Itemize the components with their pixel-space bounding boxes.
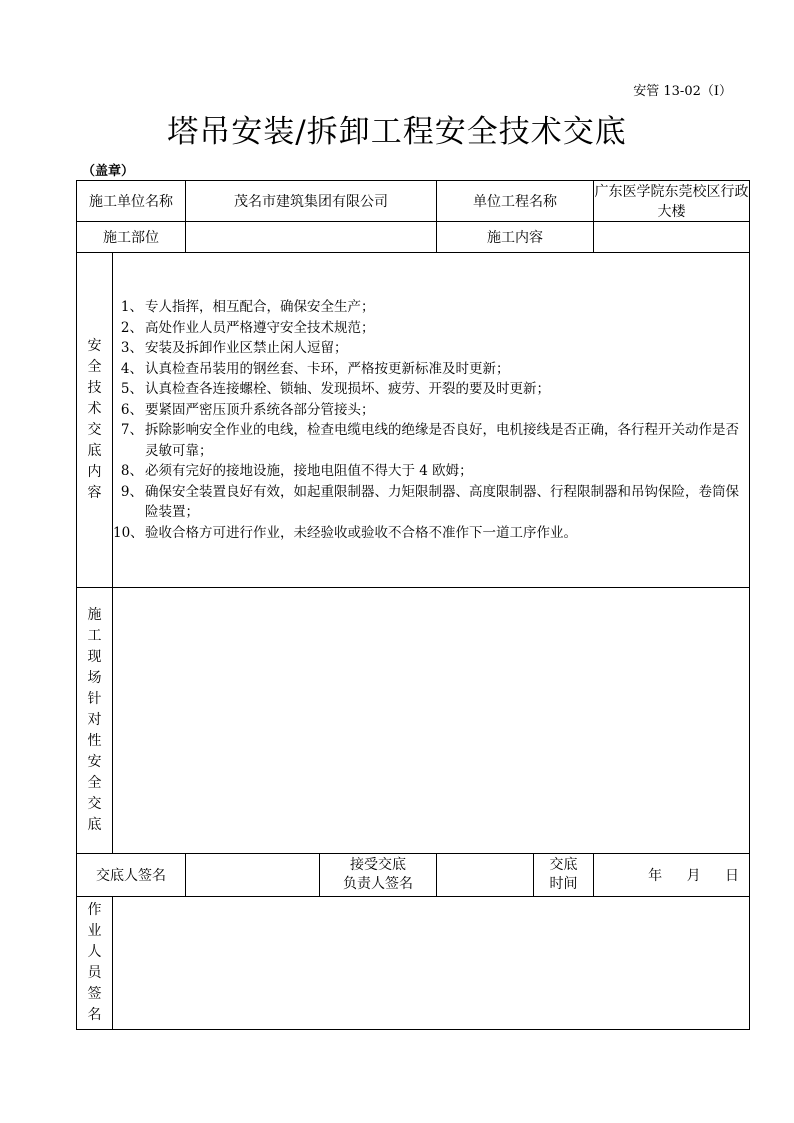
list-item: 3、 安装及拆卸作业区禁止闲人逗留； (120, 340, 348, 356)
label-char: 工 (87, 628, 102, 644)
construction-content-value[interactable] (594, 222, 750, 253)
site-disclosure-content[interactable] (113, 588, 750, 854)
label-char: 安 (87, 754, 102, 770)
page-title: 塔吊安装/拆卸工程安全技术交底 (167, 114, 627, 150)
discloser-signature-label: 交底人签名 (77, 854, 186, 897)
label-char: 容 (87, 485, 102, 501)
label-char: 作 (87, 902, 102, 918)
label-char: 交 (87, 796, 102, 812)
list-item: 5、 认真检查各连接螺栓、锁轴、发现损坏、疲劳、开裂的要及时更新； (120, 381, 550, 397)
year-label: 年 (648, 868, 663, 884)
label-char: 人 (87, 944, 102, 960)
part-row (77, 222, 750, 253)
site-disclosure-label (77, 588, 113, 854)
receiver-signature-field[interactable] (437, 854, 534, 897)
label-char: 场 (87, 670, 102, 686)
site-disclosure-row (77, 588, 750, 854)
disclosure-form-table (76, 180, 750, 1030)
label-char: 针 (87, 691, 102, 707)
disclosure-date-field[interactable] (594, 854, 750, 897)
label-char: 全 (87, 359, 102, 375)
project-name-value[interactable]: 广东医学院东莞校区行政大楼 (594, 181, 750, 222)
label-char: 内 (87, 464, 102, 480)
list-item: 6、 要紧固严密压顶升系统各部分管接头； (120, 401, 375, 418)
workers-signature-row (77, 897, 750, 1030)
list-item: 2、 高处作业人员严格遵守安全技术规范； (120, 319, 375, 336)
label-char: 术 (87, 401, 102, 417)
discloser-signature-field[interactable] (186, 854, 320, 897)
receiver-signature-label: 接受交底 负责人签名 (320, 854, 437, 897)
list-item: 8、 必须有完好的接地设施，接地电阻值不得大于 4 欧姆； (120, 463, 473, 479)
seal-label: （盖章） (82, 164, 135, 179)
signature-row (77, 854, 750, 897)
list-item: 9、 确保安全装置良好有效，如起重限制器、力矩限制器、高度限制器、行程限制器和吊钩保险，卷筒保险装置； (120, 483, 739, 520)
day-label: 日 (725, 868, 740, 884)
label-char: 施 (87, 607, 102, 623)
construction-part-value[interactable] (186, 222, 437, 253)
workers-signature-label (77, 897, 113, 1030)
unit-name-value[interactable]: 茂名市建筑集团有限公司 (186, 181, 437, 222)
tech-disclosure-content[interactable] (113, 253, 750, 588)
list-item: 4、 认真检查吊装用的钢丝套、卡环，严格按更新标准及时更新； (120, 360, 510, 377)
construction-part-label: 施工部位 (77, 222, 186, 253)
label-char: 员 (87, 965, 102, 981)
list-item: 7、 拆除影响安全作业的电线，检查电缆电线的绝缘是否良好，电机接线是否正确，各行程开关动作是否灵敏可靠； (120, 422, 739, 459)
label-char: 名 (87, 1007, 102, 1023)
label-char: 底 (87, 817, 102, 833)
month-label: 月 (686, 868, 701, 884)
project-name-label: 单位工程名称 (437, 181, 594, 222)
workers-signature-field[interactable] (113, 897, 750, 1030)
label-char: 安 (87, 338, 102, 354)
label-char: 业 (87, 923, 102, 939)
disclosure-time-label: 交底 时间 (534, 854, 594, 897)
label-char: 全 (87, 775, 102, 791)
list-item: 1、 专人指挥，相互配合，确保安全生产； (120, 299, 375, 315)
construction-content-label: 施工内容 (437, 222, 594, 253)
label-char: 交 (87, 422, 102, 438)
tech-disclosure-label (77, 253, 113, 588)
label-char: 签 (87, 986, 102, 1002)
label-char: 现 (87, 649, 102, 665)
document-code: 安管 13-02（I） (633, 84, 732, 99)
label-char: 技 (87, 380, 102, 396)
unit-row (77, 181, 750, 222)
label-char: 底 (87, 443, 102, 459)
unit-name-label: 施工单位名称 (77, 181, 186, 222)
tech-disclosure-row (77, 253, 750, 588)
label-char: 对 (87, 712, 102, 728)
label-char: 性 (87, 733, 102, 749)
list-item: 10、 验收合格方可进行作业，未经验收或验收不合格不准作下一道工序作业。 (113, 524, 577, 541)
